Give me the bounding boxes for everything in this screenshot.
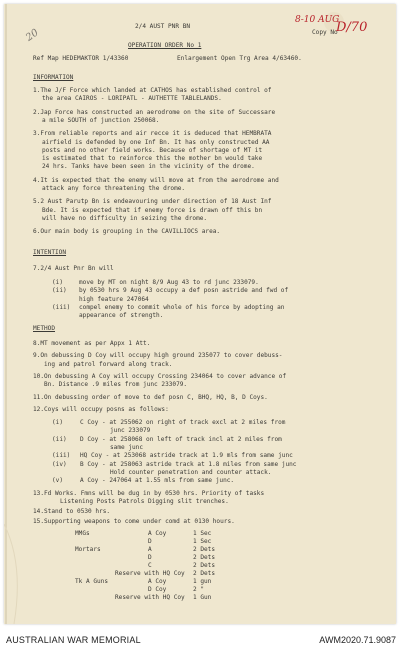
method-later-2-line: 14.Stand to 0530 hrs.: [33, 508, 111, 516]
coy-position-1-line: C Coy - at 255062 on right of track excl at 2 miles from: [80, 419, 286, 427]
information-paragraph-3-line: 3.From reliable reports and air recce it is deduced that HEMBRATA: [33, 130, 272, 138]
weapon-unit: A Coy: [148, 529, 167, 537]
weapon-quantity: 2 ": [193, 585, 205, 593]
coy-position-2-line: D Coy - at 258068 on left of track incl at 2 miles from: [80, 435, 282, 443]
position-number: (iii): [52, 452, 71, 460]
enlargement-reference: Enlargement Open Trg Area 4/63460.: [177, 55, 302, 62]
order-title: OPERATION ORDER No 1: [128, 42, 202, 49]
unit-heading: 2/4 AUST PNR BN: [135, 23, 191, 30]
information-paragraph-3-line: airfield is defended by one Inf Bn. It has only constructed AA: [42, 138, 270, 146]
intention-item-3-line: compel enemy to commit whole of his force by adopting an: [79, 303, 285, 311]
intention-lead: 7.2/4 Aust Pnr Bn will: [33, 265, 114, 272]
information-paragraph-1-line: the area CAIROS - LORIPATL - AUTHETTE TABLELANDS.: [42, 95, 222, 103]
information-paragraph-1-line: 1.The J/F Force which landed at CATHOS has established control of: [33, 87, 272, 94]
information-paragraph-3-line: is estimated that to reinforce this the mother bn would take: [42, 155, 263, 163]
coy-position-4-line: Hold counter penetration and counter attack.: [110, 468, 272, 476]
information-paragraph-5-line: will have no difficulty in seizing the drome.: [42, 214, 208, 222]
weapon-quantity: 1 Sec: [193, 537, 212, 545]
position-number: (i): [52, 419, 64, 427]
intention-item-1-line: move by MT on night 8/9 Aug 43 to rd junc 233079.: [79, 279, 259, 286]
weapon-type-label: Mortars: [75, 545, 101, 553]
method-paragraph-3-line: Bn. Distance .9 miles from junc 233079.: [44, 381, 188, 389]
coy-position-4-line: B Coy - at 258063 astride track at 1.8 miles from same junc: [80, 460, 297, 468]
intention-item-2-line: high feature 247064: [79, 295, 149, 303]
copy-number-label: Copy No: [312, 29, 338, 36]
method-paragraph-4-line: 11.On debussing order of move to def posn C, BHQ, HQ, B, D Coys.: [33, 393, 268, 401]
information-paragraph-3-line: 24 hrs. Tanks have been seen in the vicinity of the drome.: [42, 163, 255, 171]
information-paragraph-4-line: 4.It is expected that the enemy will move at from the aerodrome and: [33, 176, 279, 184]
intention-item-3-line: appearance of strength.: [79, 312, 164, 320]
footer-accession-number: AWM2020.71.9087: [319, 635, 396, 645]
information-paragraph-2-line: 2.Jap Force has constructed an aerodrome on the site of Successare: [33, 108, 276, 116]
weapon-quantity: 1 Sec: [193, 529, 212, 537]
handwritten-copy-number: D/70: [336, 20, 368, 35]
method-later-1-line: Listening Posts Patrols Digging slit trenches.: [60, 497, 229, 505]
method-paragraph-2-line: ing and patrol forward along track.: [44, 360, 173, 368]
information-paragraph-4-line: attack any force threatening the drome.: [42, 185, 186, 192]
coy-position-2-line: same junc: [110, 444, 144, 451]
coy-position-3-line: HQ Coy - at 253068 astride track at 1.9 mls from same junc: [80, 452, 293, 460]
intention-item-number: (ii): [52, 287, 67, 295]
information-paragraph-6-line: 6.Our main body is grouping in the CAVILLIOCS area.: [33, 228, 221, 236]
information-paragraph-5-line: 5.2 Aust Parutp Bn is endeavouring under direction of 18 Aust Inf: [33, 198, 272, 206]
weapon-type-label: MMGs: [75, 529, 90, 537]
information-paragraph-3-line: posts and no other field works. Because of shortage of MT it: [42, 146, 263, 154]
intention-item-2-line: by 0530 hrs 9 Aug 43 occupy a def posn astride and fwd of: [79, 287, 289, 295]
weapon-quantity: 1 Gun: [193, 593, 212, 601]
weapon-unit: A: [148, 545, 152, 553]
weapon-quantity: 2 Dets: [193, 561, 216, 569]
coy-position-5-line: A Coy - 247064 at 1.55 mls from same junc.: [80, 477, 235, 485]
weapon-unit: D: [148, 553, 152, 561]
weapon-unit: C: [148, 561, 152, 569]
footer-institution: AUSTRALIAN WAR MEMORIAL: [6, 635, 141, 645]
weapon-quantity: 2 Dets: [193, 569, 216, 577]
weapon-unit: D: [148, 537, 152, 545]
method-later-1-line: 13.Fd Works. Fmns will be dug in by 0530 hrs. Priority of tasks: [33, 489, 265, 497]
method-later-3-line: 15.Supporting weapons to come under comd at 0130 hours.: [33, 518, 235, 526]
archive-footer: [0, 628, 402, 653]
position-number: (v): [52, 477, 64, 485]
method-paragraph-2-line: 9.On debussing D Coy will occupy high ground 235077 to cover debuss-: [33, 352, 283, 360]
weapon-unit: Reserve with HQ Coy: [115, 593, 185, 601]
reference-map: Ref Map HEDEMAKTOR 1/43360: [33, 55, 129, 62]
weapon-quantity: 2 Dets: [193, 545, 216, 553]
intention-item-number: (iii): [52, 303, 71, 311]
weapon-quantity: 2 Dets: [193, 553, 216, 561]
information-heading: INFORMATION: [33, 74, 74, 81]
weapon-quantity: 1 gun: [193, 577, 212, 585]
handwritten-margin-note: 20: [23, 27, 41, 44]
method-paragraph-3-line: 10.On debussing A Coy will occupy Crossing 234064 to cover advance of: [33, 372, 287, 380]
weapon-unit: Reserve with HQ Coy: [115, 569, 185, 577]
handwritten-date: 8-10 AUG: [295, 15, 340, 25]
weapon-type-label: Tk A Guns: [75, 577, 109, 585]
method-heading: METHOD: [33, 325, 56, 332]
position-number: (iv): [52, 460, 67, 468]
weapon-unit: D Coy: [148, 585, 167, 593]
position-number: (ii): [52, 435, 67, 443]
method-paragraph-5-line: 12.Coys will occupy posns as follows:: [33, 405, 169, 413]
information-paragraph-5-line: Bde. It is expected that if enemy force is drawn off this bn: [42, 206, 263, 214]
coy-position-1-line: junc 233079: [110, 427, 151, 435]
intention-item-number: (i): [52, 279, 64, 286]
weapon-unit: A Coy: [148, 577, 167, 585]
method-paragraph-1-line: 8.MT movement as per Appx 1 Att.: [33, 340, 151, 347]
information-paragraph-2-line: a mile SOUTH of junction 250068.: [42, 116, 160, 124]
intention-heading: INTENTION: [33, 249, 67, 256]
